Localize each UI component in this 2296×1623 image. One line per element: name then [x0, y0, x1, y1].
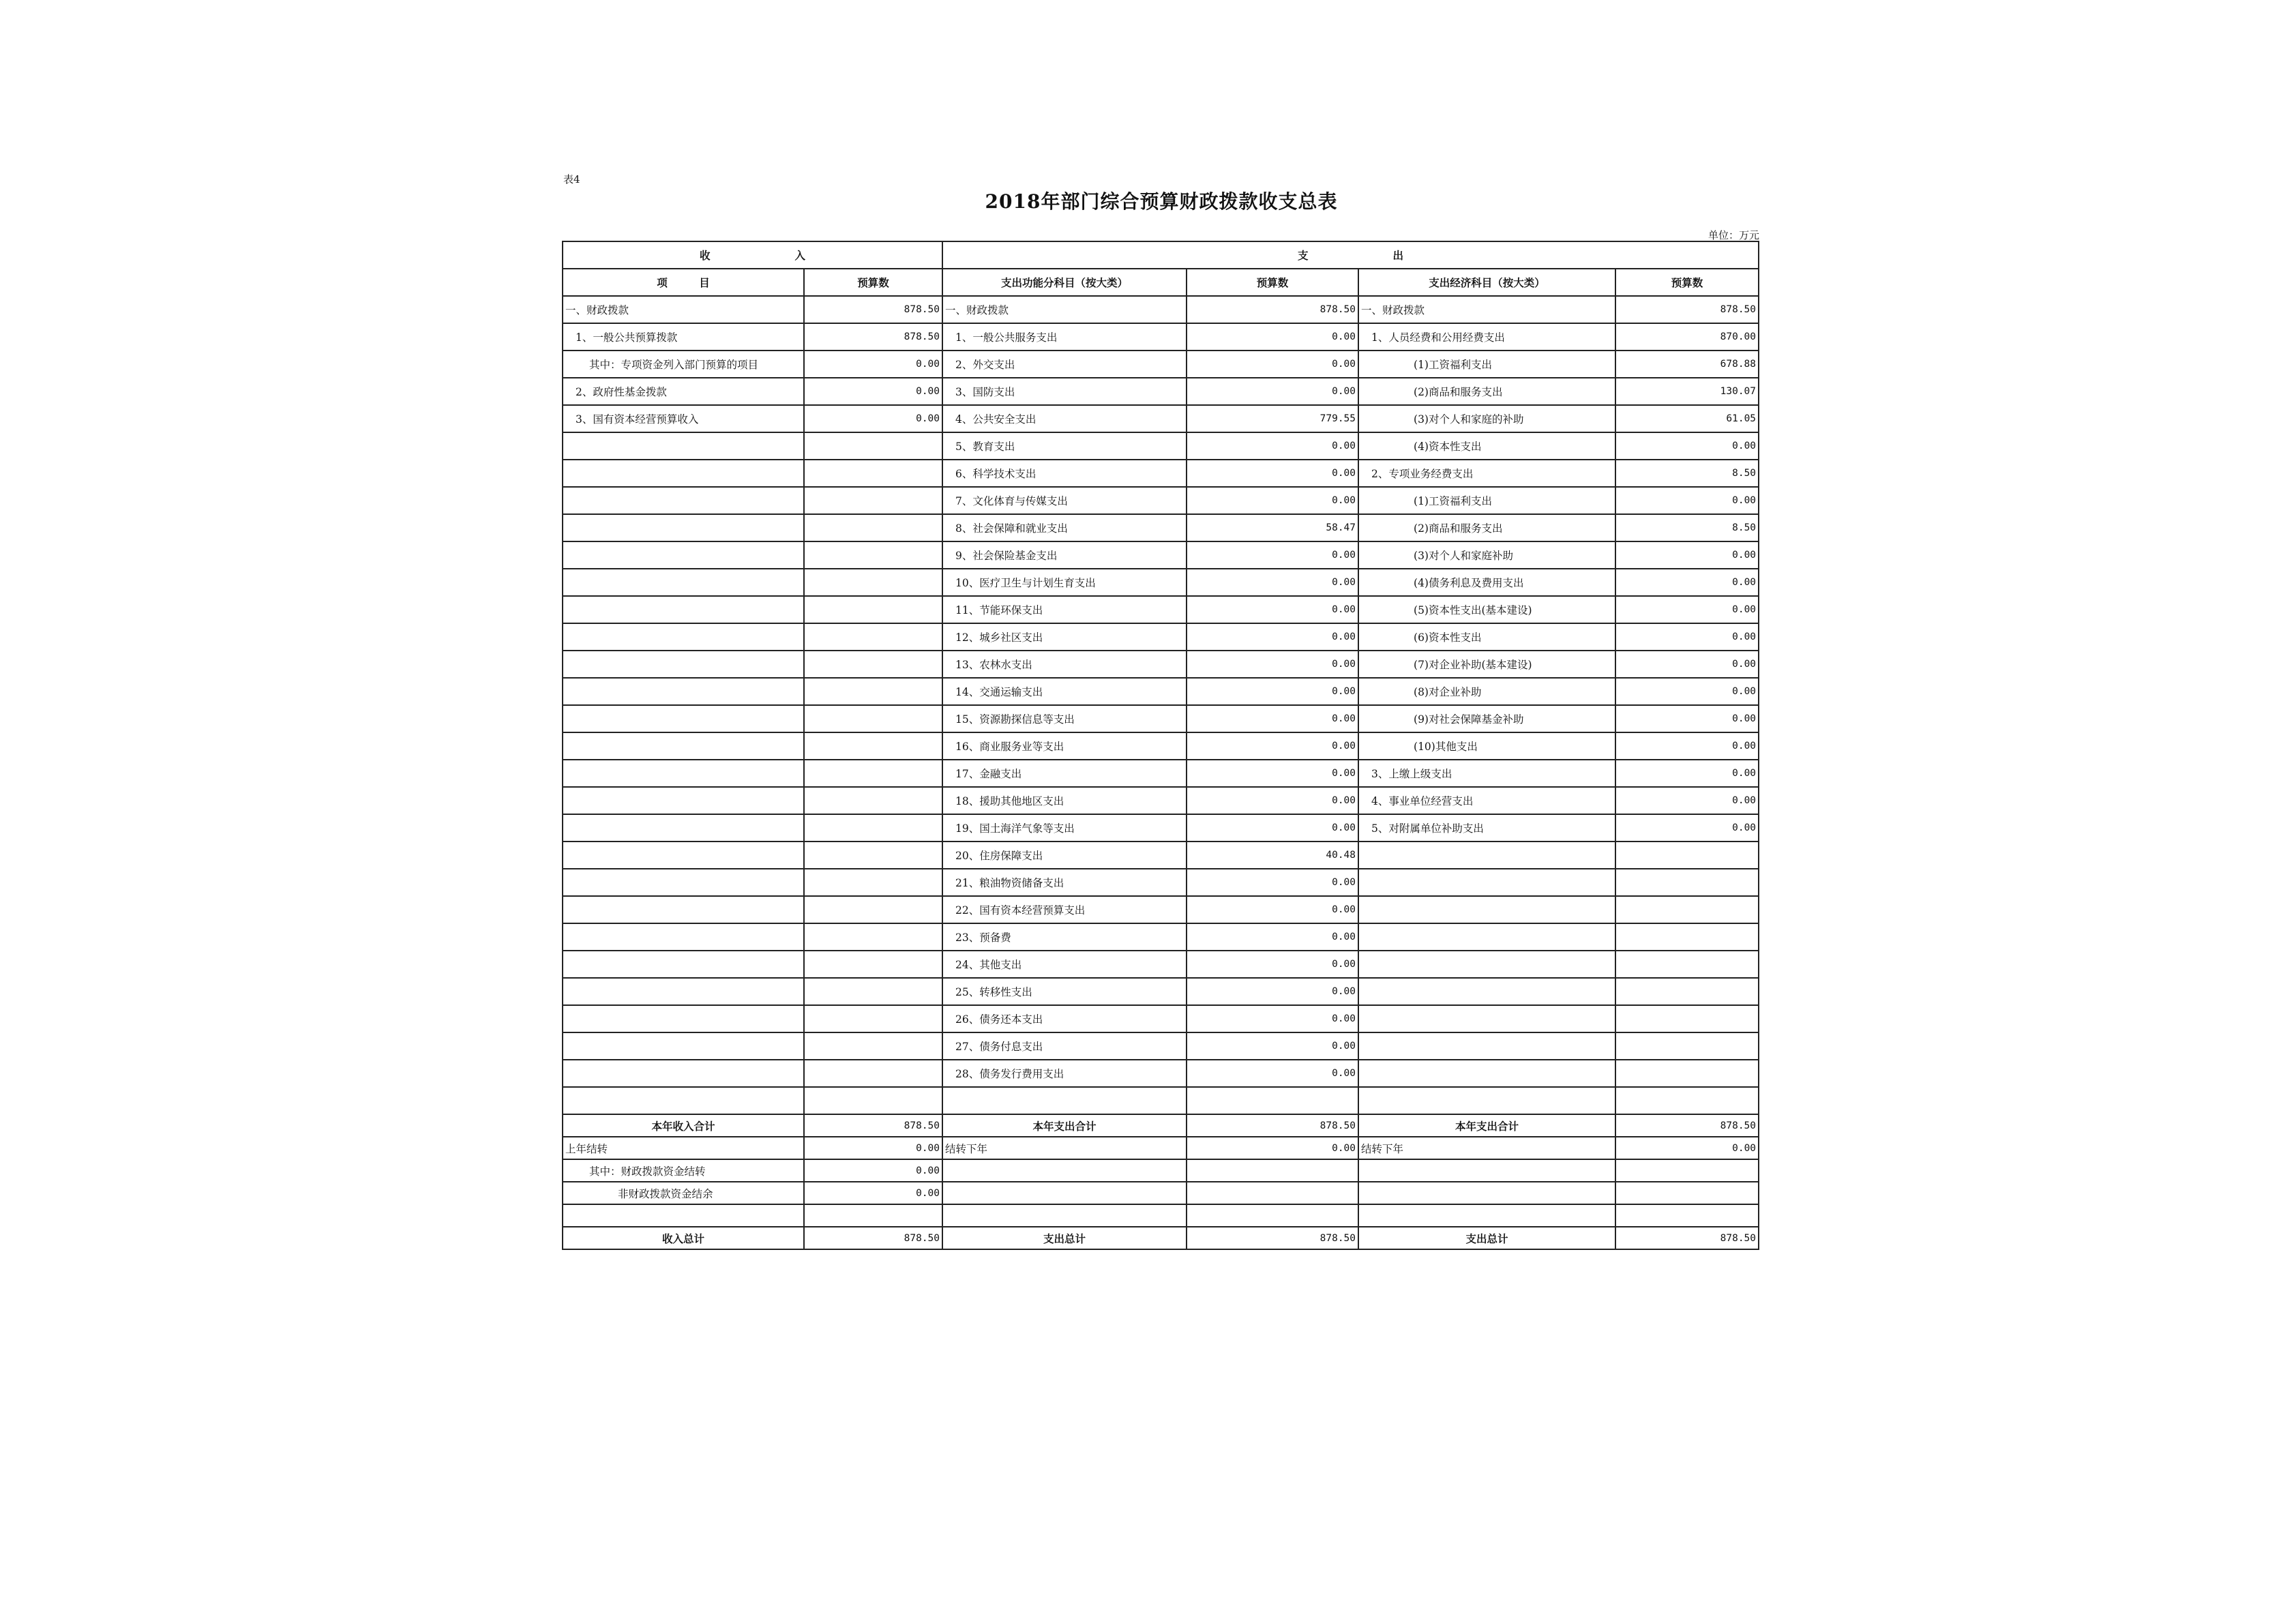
- economic-budget: 0.00: [1615, 569, 1759, 596]
- economic-budget: [1615, 978, 1759, 1005]
- economic-budget: 0.00: [1615, 541, 1759, 569]
- income-budget: [804, 1060, 942, 1087]
- year-function-value: 878.50: [1187, 1114, 1358, 1137]
- next-carry-label: 结转下年: [942, 1137, 1187, 1159]
- income-item: [563, 678, 804, 705]
- function-budget: 0.00: [1187, 569, 1358, 596]
- function-item: 28、债务发行费用支出: [942, 1060, 1187, 1087]
- economic-budget: [1615, 1005, 1759, 1032]
- function-budget: 0.00: [1187, 869, 1358, 896]
- function-item: 一、财政拨款: [942, 296, 1187, 323]
- economic-item: (3)对个人和家庭的补助: [1358, 405, 1615, 432]
- col-header-budget: 预算数: [1187, 269, 1358, 296]
- next-carry-value: 0.00: [1615, 1137, 1759, 1159]
- table-row: [563, 351, 1759, 378]
- function-item: 11、节能环保支出: [942, 596, 1187, 623]
- income-budget: [804, 787, 942, 814]
- function-budget: 0.00: [1187, 705, 1358, 732]
- total-economic-label: 支出总计: [1358, 1227, 1615, 1249]
- table-row: [563, 378, 1759, 405]
- function-budget: 779.55: [1187, 405, 1358, 432]
- blank-row: [563, 1204, 1759, 1227]
- economic-item: (7)对企业补助(基本建设): [1358, 651, 1615, 678]
- function-item: 17、金融支出: [942, 760, 1187, 787]
- table-row: [563, 923, 1759, 951]
- economic-item: 2、专项业务经费支出: [1358, 460, 1615, 487]
- economic-item: (3)对个人和家庭补助: [1358, 541, 1615, 569]
- economic-item: (9)对社会保障基金补助: [1358, 705, 1615, 732]
- year-total-row: [563, 1114, 1759, 1137]
- economic-item: [1358, 842, 1615, 869]
- economic-budget: 678.88: [1615, 351, 1759, 378]
- economic-budget: 0.00: [1615, 651, 1759, 678]
- income-budget: [804, 514, 942, 541]
- economic-budget: 0.00: [1615, 732, 1759, 760]
- economic-item: [1358, 951, 1615, 978]
- function-item: 21、粮油物资储备支出: [942, 869, 1187, 896]
- income-item: [563, 569, 804, 596]
- table-row: [563, 869, 1759, 896]
- table-row: [563, 651, 1759, 678]
- income-item: [563, 1060, 804, 1087]
- economic-item: (2)商品和服务支出: [1358, 378, 1615, 405]
- col-header-economic: 支出经济科目（按大类）: [1358, 269, 1615, 296]
- economic-budget: 0.00: [1615, 787, 1759, 814]
- economic-budget: 0.00: [1615, 432, 1759, 460]
- table-row: [563, 951, 1759, 978]
- income-item: [563, 623, 804, 651]
- income-item: [563, 732, 804, 760]
- fiscal-carry-label: 其中：财政拨款资金结转: [563, 1159, 804, 1182]
- income-item: [563, 651, 804, 678]
- function-budget: 0.00: [1187, 978, 1358, 1005]
- sheet-label: 表4: [563, 173, 580, 185]
- income-header: 收 入: [563, 241, 942, 269]
- year-economic-label: 本年支出合计: [1358, 1114, 1615, 1137]
- economic-budget: 0.00: [1615, 705, 1759, 732]
- table-row: [563, 842, 1759, 869]
- function-budget: 0.00: [1187, 678, 1358, 705]
- table-row: [563, 596, 1759, 623]
- blank-row: [563, 1087, 1759, 1114]
- income-budget: [804, 1032, 942, 1060]
- function-budget: 0.00: [1187, 814, 1358, 842]
- function-item: 6、科学技术支出: [942, 460, 1187, 487]
- function-budget: 0.00: [1187, 1005, 1358, 1032]
- income-item: [563, 923, 804, 951]
- table-row: [563, 514, 1759, 541]
- function-item: 25、转移性支出: [942, 978, 1187, 1005]
- prev-carry-value: 0.00: [804, 1137, 942, 1159]
- year-function-label: 本年支出合计: [942, 1114, 1187, 1137]
- income-item: 其中：专项资金列入部门预算的项目: [563, 351, 804, 378]
- economic-item: 5、对附属单位补助支出: [1358, 814, 1615, 842]
- function-item: 5、教育支出: [942, 432, 1187, 460]
- function-item: 2、外交支出: [942, 351, 1187, 378]
- nonfiscal-surplus-label: 非财政拨款资金结余: [563, 1182, 804, 1204]
- function-budget: 0.00: [1187, 1032, 1358, 1060]
- function-item: 24、其他支出: [942, 951, 1187, 978]
- function-budget: 0.00: [1187, 760, 1358, 787]
- carry-sub-row: [563, 1159, 1759, 1182]
- total-function-label: 支出总计: [942, 1227, 1187, 1249]
- economic-item: [1358, 1060, 1615, 1087]
- income-item: [563, 787, 804, 814]
- economic-budget: 8.50: [1615, 514, 1759, 541]
- function-budget: 58.47: [1187, 514, 1358, 541]
- economic-budget: 0.00: [1615, 814, 1759, 842]
- economic-item: (1)工资福利支出: [1358, 487, 1615, 514]
- function-item: 3、国防支出: [942, 378, 1187, 405]
- income-item: [563, 432, 804, 460]
- function-budget: 0.00: [1187, 351, 1358, 378]
- table-row: [563, 405, 1759, 432]
- income-budget: [804, 760, 942, 787]
- table-row: [563, 1060, 1759, 1087]
- income-item: [563, 760, 804, 787]
- economic-item: 1、人员经费和公用经费支出: [1358, 323, 1615, 351]
- function-budget: 0.00: [1187, 323, 1358, 351]
- income-item: 3、国有资本经营预算收入: [563, 405, 804, 432]
- function-budget: 0.00: [1187, 460, 1358, 487]
- next-carry-value: 0.00: [1187, 1137, 1358, 1159]
- table-row: [563, 896, 1759, 923]
- income-budget: 878.50: [804, 323, 942, 351]
- income-item: [563, 814, 804, 842]
- function-budget: 0.00: [1187, 951, 1358, 978]
- economic-budget: 0.00: [1615, 678, 1759, 705]
- budget-table: [562, 241, 1759, 1250]
- income-item: [563, 596, 804, 623]
- year-income-value: 878.50: [804, 1114, 942, 1137]
- income-budget: [804, 951, 942, 978]
- income-budget: [804, 569, 942, 596]
- economic-item: [1358, 978, 1615, 1005]
- total-economic-value: 878.50: [1615, 1227, 1759, 1249]
- income-budget: [804, 978, 942, 1005]
- income-budget: 0.00: [804, 378, 942, 405]
- total-income-label: 收入总计: [563, 1227, 804, 1249]
- income-item: [563, 487, 804, 514]
- economic-budget: [1615, 1060, 1759, 1087]
- table-row: [563, 569, 1759, 596]
- income-budget: [804, 814, 942, 842]
- unit-label: 单位：万元: [1708, 229, 1759, 241]
- economic-item: (1)工资福利支出: [1358, 351, 1615, 378]
- economic-budget: [1615, 923, 1759, 951]
- function-item: 15、资源勘探信息等支出: [942, 705, 1187, 732]
- table-row: [563, 978, 1759, 1005]
- income-item: 1、一般公共预算拨款: [563, 323, 804, 351]
- income-budget: [804, 869, 942, 896]
- function-budget: 0.00: [1187, 623, 1358, 651]
- economic-item: [1358, 923, 1615, 951]
- income-item: [563, 869, 804, 896]
- economic-item: (8)对企业补助: [1358, 678, 1615, 705]
- function-item: 12、城乡社区支出: [942, 623, 1187, 651]
- function-item: 23、预备费: [942, 923, 1187, 951]
- income-item: [563, 460, 804, 487]
- income-item: [563, 514, 804, 541]
- economic-budget: [1615, 842, 1759, 869]
- next-carry-label: 结转下年: [1358, 1137, 1615, 1159]
- income-item: 一、财政拨款: [563, 296, 804, 323]
- economic-item: 一、财政拨款: [1358, 296, 1615, 323]
- income-budget: 0.00: [804, 405, 942, 432]
- function-budget: 0.00: [1187, 487, 1358, 514]
- economic-item: [1358, 896, 1615, 923]
- function-item: 4、公共安全支出: [942, 405, 1187, 432]
- grand-total-row: [563, 1227, 1759, 1249]
- year-economic-value: 878.50: [1615, 1114, 1759, 1137]
- income-budget: [804, 596, 942, 623]
- function-item: 1、一般公共服务支出: [942, 323, 1187, 351]
- income-budget: 0.00: [804, 351, 942, 378]
- function-item: 27、债务付息支出: [942, 1032, 1187, 1060]
- table-row: [563, 678, 1759, 705]
- economic-item: 4、事业单位经营支出: [1358, 787, 1615, 814]
- income-item: [563, 1005, 804, 1032]
- col-header-function: 支出功能分科目（按大类）: [942, 269, 1187, 296]
- function-item: 22、国有资本经营预算支出: [942, 896, 1187, 923]
- table-row: [563, 705, 1759, 732]
- economic-budget: 870.00: [1615, 323, 1759, 351]
- economic-item: [1358, 1032, 1615, 1060]
- function-budget: 0.00: [1187, 896, 1358, 923]
- col-header-budget: 预算数: [1615, 269, 1759, 296]
- function-budget: 878.50: [1187, 296, 1358, 323]
- economic-budget: 0.00: [1615, 596, 1759, 623]
- function-item: 26、债务还本支出: [942, 1005, 1187, 1032]
- economic-budget: 61.05: [1615, 405, 1759, 432]
- function-item: 8、社会保障和就业支出: [942, 514, 1187, 541]
- function-budget: 0.00: [1187, 923, 1358, 951]
- income-item: 2、政府性基金拨款: [563, 378, 804, 405]
- income-budget: [804, 1005, 942, 1032]
- table-row: [563, 814, 1759, 842]
- income-item: [563, 541, 804, 569]
- function-budget: 0.00: [1187, 651, 1358, 678]
- function-budget: 0.00: [1187, 1060, 1358, 1087]
- income-item: [563, 1032, 804, 1060]
- function-budget: 0.00: [1187, 432, 1358, 460]
- function-item: 10、医疗卫生与计划生育支出: [942, 569, 1187, 596]
- page-title: 2018年部门综合预算财政拨款收支总表: [985, 190, 1338, 213]
- income-budget: [804, 896, 942, 923]
- function-item: 20、住房保障支出: [942, 842, 1187, 869]
- income-budget: [804, 487, 942, 514]
- table-row: [563, 623, 1759, 651]
- economic-budget: 878.50: [1615, 296, 1759, 323]
- fiscal-carry-value: 0.00: [804, 1159, 942, 1182]
- income-budget: [804, 651, 942, 678]
- economic-budget: 8.50: [1615, 460, 1759, 487]
- economic-item: (10)其他支出: [1358, 732, 1615, 760]
- income-item: [563, 842, 804, 869]
- economic-item: (4)债务利息及费用支出: [1358, 569, 1615, 596]
- economic-budget: 0.00: [1615, 487, 1759, 514]
- economic-budget: 0.00: [1615, 760, 1759, 787]
- function-item: 7、文化体育与传媒支出: [942, 487, 1187, 514]
- economic-item: (2)商品和服务支出: [1358, 514, 1615, 541]
- economic-item: 3、上缴上级支出: [1358, 760, 1615, 787]
- economic-budget: [1615, 896, 1759, 923]
- income-budget: 878.50: [804, 296, 942, 323]
- income-item: [563, 951, 804, 978]
- carry-sub-row: [563, 1182, 1759, 1204]
- function-budget: 0.00: [1187, 541, 1358, 569]
- nonfiscal-surplus-value: 0.00: [804, 1182, 942, 1204]
- economic-budget: 130.07: [1615, 378, 1759, 405]
- function-budget: 0.00: [1187, 378, 1358, 405]
- income-budget: [804, 541, 942, 569]
- table-row: [563, 760, 1759, 787]
- function-budget: 0.00: [1187, 596, 1358, 623]
- table-row: [563, 787, 1759, 814]
- economic-item: [1358, 1005, 1615, 1032]
- total-income-value: 878.50: [804, 1227, 942, 1249]
- income-budget: [804, 678, 942, 705]
- economic-item: (5)资本性支出(基本建设): [1358, 596, 1615, 623]
- expense-header: 支 出: [942, 241, 1759, 269]
- economic-item: (4)资本性支出: [1358, 432, 1615, 460]
- income-budget: [804, 432, 942, 460]
- table-row: [563, 296, 1759, 323]
- col-header-item: 项 目: [563, 269, 804, 296]
- table-row: [563, 460, 1759, 487]
- carryover-row: [563, 1137, 1759, 1159]
- income-item: [563, 978, 804, 1005]
- function-budget: 0.00: [1187, 787, 1358, 814]
- total-function-value: 878.50: [1187, 1227, 1358, 1249]
- income-budget: [804, 460, 942, 487]
- col-header-budget: 预算数: [804, 269, 942, 296]
- table-row: [563, 732, 1759, 760]
- table-row: [563, 541, 1759, 569]
- income-budget: [804, 842, 942, 869]
- function-item: 14、交通运输支出: [942, 678, 1187, 705]
- economic-budget: [1615, 951, 1759, 978]
- function-item: 13、农林水支出: [942, 651, 1187, 678]
- year-income-label: 本年收入合计: [563, 1114, 804, 1137]
- income-budget: [804, 623, 942, 651]
- prev-carry-label: 上年结转: [563, 1137, 804, 1159]
- income-budget: [804, 923, 942, 951]
- function-item: 18、援助其他地区支出: [942, 787, 1187, 814]
- income-item: [563, 896, 804, 923]
- table-row: [563, 432, 1759, 460]
- income-item: [563, 705, 804, 732]
- function-item: 16、商业服务业等支出: [942, 732, 1187, 760]
- economic-budget: [1615, 869, 1759, 896]
- function-item: 19、国土海洋气象等支出: [942, 814, 1187, 842]
- income-budget: [804, 705, 942, 732]
- economic-budget: [1615, 1032, 1759, 1060]
- economic-budget: 0.00: [1615, 623, 1759, 651]
- function-budget: 40.48: [1187, 842, 1358, 869]
- economic-item: (6)资本性支出: [1358, 623, 1615, 651]
- table-row: [563, 487, 1759, 514]
- function-budget: 0.00: [1187, 732, 1358, 760]
- income-budget: [804, 732, 942, 760]
- function-item: 9、社会保险基金支出: [942, 541, 1187, 569]
- economic-item: [1358, 869, 1615, 896]
- table-row: [563, 1032, 1759, 1060]
- table-row: [563, 323, 1759, 351]
- table-row: [563, 1005, 1759, 1032]
